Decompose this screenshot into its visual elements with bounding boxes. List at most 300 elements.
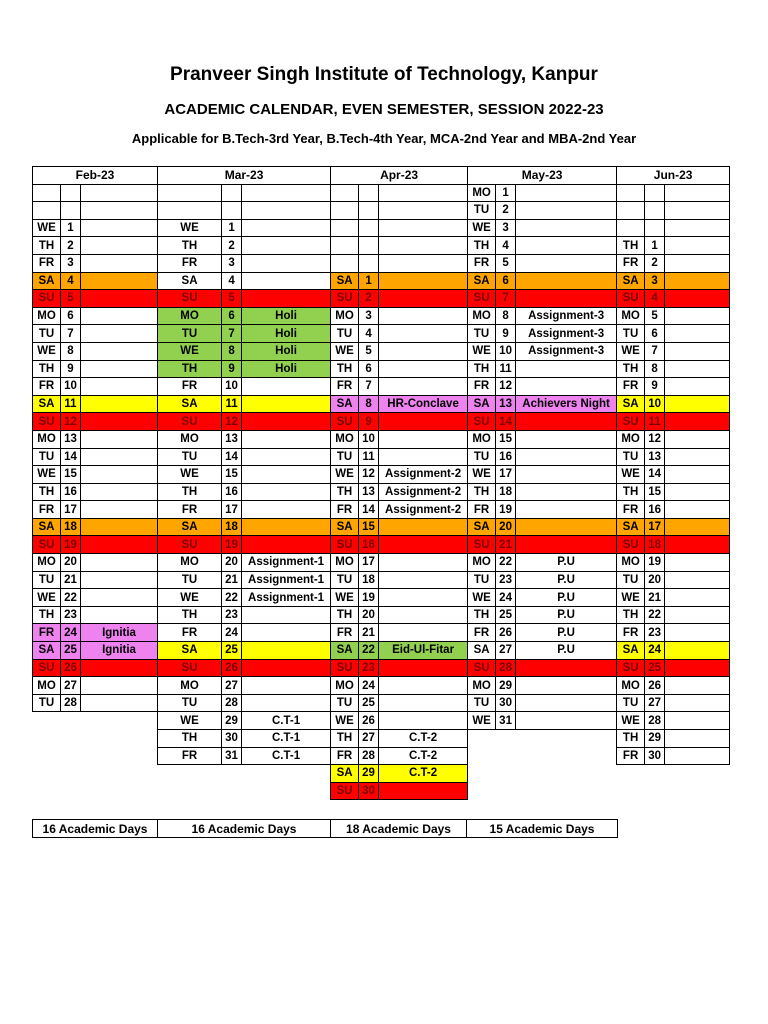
weekday-cell: MO xyxy=(331,430,359,448)
empty-day-cell xyxy=(665,219,730,237)
date-cell: 29 xyxy=(645,730,665,748)
empty-cell xyxy=(496,765,516,783)
month-header-feb: Feb-23 xyxy=(33,167,158,185)
weekday-cell: TH xyxy=(617,730,645,748)
weekday-cell: FR xyxy=(617,501,645,519)
event-cell xyxy=(516,219,617,237)
date-cell: 2 xyxy=(496,202,516,220)
date-cell: 21 xyxy=(222,571,242,589)
weekday-cell: MO xyxy=(468,430,496,448)
event-cell xyxy=(379,325,468,343)
date-cell: 2 xyxy=(359,290,379,308)
date-cell: 27 xyxy=(222,677,242,695)
event-cell: Assignment-1 xyxy=(242,589,331,607)
weekday-cell: WE xyxy=(331,342,359,360)
empty-day-cell xyxy=(359,184,379,202)
weekday-cell: TH xyxy=(468,360,496,378)
date-cell: 28 xyxy=(496,659,516,677)
date-cell: 20 xyxy=(61,554,81,572)
date-cell: 1 xyxy=(222,219,242,237)
event-cell: P.U xyxy=(516,624,617,642)
event-cell xyxy=(242,430,331,448)
event-cell: Holi xyxy=(242,307,331,325)
date-cell: 22 xyxy=(61,589,81,607)
weekday-cell: TH xyxy=(158,237,222,255)
weekday-cell: SA xyxy=(331,272,359,290)
date-cell: 4 xyxy=(359,325,379,343)
date-cell: 21 xyxy=(359,624,379,642)
empty-day-cell xyxy=(33,202,61,220)
empty-day-cell xyxy=(645,219,665,237)
event-cell xyxy=(665,659,730,677)
weekday-cell: TH xyxy=(617,237,645,255)
event-cell xyxy=(665,395,730,413)
event-cell: Achievers Night xyxy=(516,395,617,413)
weekday-cell: FR xyxy=(617,624,645,642)
weekday-cell: SU xyxy=(33,536,61,554)
empty-day-cell xyxy=(331,219,359,237)
event-cell: Assignment-1 xyxy=(242,571,331,589)
calendar-row xyxy=(33,184,730,202)
weekday-cell: MO xyxy=(158,554,222,572)
date-cell: 25 xyxy=(61,642,81,660)
weekday-cell: TH xyxy=(33,237,61,255)
calendar-row xyxy=(33,712,730,730)
weekday-cell: MO xyxy=(468,307,496,325)
date-cell: 5 xyxy=(222,290,242,308)
weekday-cell: WE xyxy=(468,589,496,607)
date-cell: 4 xyxy=(645,290,665,308)
weekday-cell: SU xyxy=(617,659,645,677)
weekday-cell: SU xyxy=(33,290,61,308)
event-cell xyxy=(665,677,730,695)
weekday-cell: FR xyxy=(158,624,222,642)
month-header-jun: Jun-23 xyxy=(617,167,730,185)
weekday-cell: SU xyxy=(468,413,496,431)
weekday-cell: MO xyxy=(33,430,61,448)
date-cell: 11 xyxy=(496,360,516,378)
event-cell xyxy=(81,536,158,554)
event-cell xyxy=(81,677,158,695)
month-header-apr: Apr-23 xyxy=(331,167,468,185)
event-cell xyxy=(81,694,158,712)
weekday-cell: FR xyxy=(468,378,496,396)
empty-day-cell xyxy=(81,202,158,220)
event-cell xyxy=(81,290,158,308)
event-cell xyxy=(379,448,468,466)
weekday-cell: MO xyxy=(617,307,645,325)
date-cell: 13 xyxy=(61,430,81,448)
date-cell: 29 xyxy=(222,712,242,730)
date-cell: 31 xyxy=(496,712,516,730)
event-cell xyxy=(81,448,158,466)
date-cell: 6 xyxy=(496,272,516,290)
event-cell xyxy=(242,606,331,624)
event-cell xyxy=(242,518,331,536)
event-cell xyxy=(665,642,730,660)
weekday-cell: TU xyxy=(331,571,359,589)
empty-day-cell xyxy=(665,184,730,202)
date-cell: 10 xyxy=(645,395,665,413)
weekday-cell: FR xyxy=(33,501,61,519)
event-cell xyxy=(379,694,468,712)
event-cell xyxy=(81,413,158,431)
event-cell xyxy=(242,501,331,519)
event-cell: Assignment-1 xyxy=(242,554,331,572)
date-cell: 31 xyxy=(222,747,242,765)
event-cell: Assignment-2 xyxy=(379,483,468,501)
event-cell xyxy=(516,518,617,536)
calendar-row xyxy=(33,642,730,660)
weekday-cell: MO xyxy=(617,430,645,448)
date-cell: 11 xyxy=(359,448,379,466)
weekday-cell: TU xyxy=(158,694,222,712)
weekday-cell: TH xyxy=(331,360,359,378)
weekday-cell: WE xyxy=(468,342,496,360)
calendar-row xyxy=(33,325,730,343)
event-cell xyxy=(379,360,468,378)
empty-cell xyxy=(468,782,496,800)
empty-day-cell xyxy=(331,202,359,220)
event-cell xyxy=(665,413,730,431)
weekday-cell: TU xyxy=(468,202,496,220)
event-cell xyxy=(242,624,331,642)
weekday-cell: WE xyxy=(33,342,61,360)
date-cell: 21 xyxy=(61,571,81,589)
date-cell: 7 xyxy=(359,378,379,396)
empty-day-cell xyxy=(359,237,379,255)
event-cell xyxy=(516,202,617,220)
weekday-cell: WE xyxy=(468,712,496,730)
date-cell: 6 xyxy=(222,307,242,325)
calendar-row xyxy=(33,219,730,237)
date-cell: 9 xyxy=(222,360,242,378)
weekday-cell: WE xyxy=(33,466,61,484)
event-cell xyxy=(665,254,730,272)
date-cell: 12 xyxy=(645,430,665,448)
event-cell xyxy=(665,712,730,730)
date-cell: 30 xyxy=(645,747,665,765)
date-cell: 30 xyxy=(359,782,379,800)
event-cell xyxy=(516,659,617,677)
empty-day-cell xyxy=(158,202,222,220)
event-cell xyxy=(379,430,468,448)
event-cell xyxy=(81,483,158,501)
event-cell xyxy=(665,430,730,448)
event-cell: Assignment-3 xyxy=(516,325,617,343)
weekday-cell: WE xyxy=(617,466,645,484)
date-cell: 2 xyxy=(61,237,81,255)
event-cell xyxy=(516,290,617,308)
date-cell: 11 xyxy=(645,413,665,431)
event-cell: Ignitia xyxy=(81,624,158,642)
date-cell: 16 xyxy=(222,483,242,501)
date-cell: 19 xyxy=(359,589,379,607)
date-cell: 4 xyxy=(61,272,81,290)
weekday-cell: MO xyxy=(33,307,61,325)
calendar-row xyxy=(33,730,730,748)
applicability-note: Applicable for B.Tech-3rd Year, B.Tech-4th Year, MCA-2nd Year and MBA-2nd Year xyxy=(131,131,637,146)
month-header-mar: Mar-23 xyxy=(158,167,331,185)
weekday-cell: MO xyxy=(158,430,222,448)
date-cell: 4 xyxy=(496,237,516,255)
weekday-cell: WE xyxy=(33,589,61,607)
empty-day-cell xyxy=(242,184,331,202)
event-cell xyxy=(516,272,617,290)
empty-day-cell xyxy=(158,184,222,202)
event-cell xyxy=(665,518,730,536)
event-cell: HR-Conclave xyxy=(379,395,468,413)
date-cell: 23 xyxy=(496,571,516,589)
event-cell xyxy=(81,360,158,378)
calendar-row xyxy=(33,518,730,536)
event-cell xyxy=(242,448,331,466)
event-cell xyxy=(81,659,158,677)
weekday-cell: SU xyxy=(33,659,61,677)
date-cell: 15 xyxy=(645,483,665,501)
date-cell: 20 xyxy=(645,571,665,589)
date-cell: 17 xyxy=(222,501,242,519)
empty-cell xyxy=(665,782,730,800)
empty-cell xyxy=(158,782,222,800)
weekday-cell: TU xyxy=(331,448,359,466)
date-cell: 8 xyxy=(61,342,81,360)
event-cell xyxy=(516,430,617,448)
weekday-cell: SA xyxy=(617,272,645,290)
date-cell: 13 xyxy=(496,395,516,413)
empty-day-cell xyxy=(665,202,730,220)
event-cell xyxy=(81,254,158,272)
date-cell: 15 xyxy=(61,466,81,484)
empty-cell xyxy=(617,782,645,800)
calendar-row xyxy=(33,606,730,624)
calendar-row xyxy=(33,272,730,290)
weekday-cell: WE xyxy=(158,219,222,237)
date-cell: 13 xyxy=(359,483,379,501)
weekday-cell: TH xyxy=(617,606,645,624)
empty-day-cell xyxy=(33,184,61,202)
date-cell: 1 xyxy=(496,184,516,202)
date-cell: 28 xyxy=(645,712,665,730)
empty-cell xyxy=(61,712,81,730)
month-header-may: May-23 xyxy=(468,167,617,185)
date-cell: 5 xyxy=(359,342,379,360)
empty-day-cell xyxy=(242,202,331,220)
event-cell xyxy=(665,747,730,765)
weekday-cell: SU xyxy=(331,290,359,308)
calendar-row xyxy=(33,360,730,378)
weekday-cell: TH xyxy=(331,606,359,624)
summary-apr: 18 Academic Days xyxy=(331,820,467,838)
event-cell: Ignitia xyxy=(81,642,158,660)
date-cell: 28 xyxy=(359,747,379,765)
date-cell: 13 xyxy=(222,430,242,448)
date-cell: 19 xyxy=(496,501,516,519)
event-cell: Holi xyxy=(242,342,331,360)
calendar-row xyxy=(33,466,730,484)
date-cell: 3 xyxy=(359,307,379,325)
date-cell: 6 xyxy=(359,360,379,378)
weekday-cell: SA xyxy=(617,642,645,660)
weekday-cell: SA xyxy=(468,395,496,413)
empty-cell xyxy=(468,747,496,765)
date-cell: 18 xyxy=(645,536,665,554)
weekday-cell: FR xyxy=(468,624,496,642)
weekday-cell: SU xyxy=(331,536,359,554)
empty-cell xyxy=(81,765,158,783)
calendar-row xyxy=(33,395,730,413)
event-cell xyxy=(665,325,730,343)
weekday-cell: SU xyxy=(468,290,496,308)
weekday-cell: FR xyxy=(158,378,222,396)
date-cell: 25 xyxy=(359,694,379,712)
event-cell xyxy=(242,677,331,695)
date-cell: 14 xyxy=(496,413,516,431)
date-cell: 5 xyxy=(496,254,516,272)
event-cell xyxy=(242,237,331,255)
weekday-cell: MO xyxy=(331,554,359,572)
calendar-row xyxy=(33,413,730,431)
date-cell: 25 xyxy=(496,606,516,624)
calendar-row xyxy=(33,624,730,642)
empty-day-cell xyxy=(379,184,468,202)
empty-day-cell xyxy=(331,237,359,255)
event-cell xyxy=(242,466,331,484)
weekday-cell: SA xyxy=(331,765,359,783)
date-cell: 25 xyxy=(222,642,242,660)
date-cell: 30 xyxy=(496,694,516,712)
event-cell xyxy=(81,518,158,536)
empty-cell xyxy=(33,765,61,783)
weekday-cell: WE xyxy=(33,219,61,237)
weekday-cell: FR xyxy=(33,254,61,272)
calendar-row xyxy=(33,659,730,677)
event-cell xyxy=(81,378,158,396)
event-cell: Holi xyxy=(242,325,331,343)
calendar-row xyxy=(33,202,730,220)
weekday-cell: TH xyxy=(33,483,61,501)
event-cell: P.U xyxy=(516,642,617,660)
calendar-row xyxy=(33,765,730,783)
event-cell xyxy=(81,554,158,572)
date-cell: 9 xyxy=(359,413,379,431)
date-cell: 16 xyxy=(61,483,81,501)
weekday-cell: TH xyxy=(158,606,222,624)
weekday-cell: FR xyxy=(468,254,496,272)
event-cell xyxy=(379,342,468,360)
empty-cell xyxy=(222,782,242,800)
empty-cell xyxy=(61,747,81,765)
date-cell: 1 xyxy=(359,272,379,290)
date-cell: 12 xyxy=(496,378,516,396)
date-cell: 26 xyxy=(359,712,379,730)
empty-cell xyxy=(33,730,61,748)
event-cell xyxy=(379,712,468,730)
weekday-cell: WE xyxy=(617,589,645,607)
date-cell: 15 xyxy=(222,466,242,484)
event-cell xyxy=(665,272,730,290)
date-cell: 14 xyxy=(359,501,379,519)
academic-days-summary xyxy=(32,819,618,838)
weekday-cell: SA xyxy=(33,518,61,536)
event-cell xyxy=(379,606,468,624)
weekday-cell: SA xyxy=(33,642,61,660)
date-cell: 1 xyxy=(61,219,81,237)
calendar-title: ACADEMIC CALENDAR, EVEN SEMESTER, SESSION 2022-23 xyxy=(164,101,604,118)
date-cell: 11 xyxy=(61,395,81,413)
weekday-cell: MO xyxy=(617,677,645,695)
date-cell: 22 xyxy=(645,606,665,624)
event-cell xyxy=(81,606,158,624)
date-cell: 21 xyxy=(496,536,516,554)
empty-cell xyxy=(81,747,158,765)
weekday-cell: WE xyxy=(617,712,645,730)
weekday-cell: TU xyxy=(617,448,645,466)
date-cell: 8 xyxy=(496,307,516,325)
weekday-cell: FR xyxy=(158,254,222,272)
event-cell xyxy=(665,501,730,519)
weekday-cell: TH xyxy=(617,360,645,378)
date-cell: 6 xyxy=(61,307,81,325)
date-cell: 17 xyxy=(359,554,379,572)
weekday-cell: TH xyxy=(158,360,222,378)
weekday-cell: FR xyxy=(331,624,359,642)
empty-day-cell xyxy=(61,184,81,202)
empty-day-cell xyxy=(61,202,81,220)
empty-cell xyxy=(158,765,222,783)
weekday-cell: WE xyxy=(468,219,496,237)
date-cell: 1 xyxy=(645,237,665,255)
date-cell: 17 xyxy=(61,501,81,519)
event-cell xyxy=(81,307,158,325)
weekday-cell: TH xyxy=(468,606,496,624)
empty-cell xyxy=(222,765,242,783)
weekday-cell: WE xyxy=(331,589,359,607)
date-cell: 7 xyxy=(222,325,242,343)
date-cell: 19 xyxy=(645,554,665,572)
empty-day-cell xyxy=(645,202,665,220)
calendar-row xyxy=(33,342,730,360)
weekday-cell: SA xyxy=(33,395,61,413)
event-cell xyxy=(665,606,730,624)
date-cell: 26 xyxy=(61,659,81,677)
date-cell: 12 xyxy=(359,466,379,484)
date-cell: 24 xyxy=(61,624,81,642)
event-cell xyxy=(242,483,331,501)
event-cell xyxy=(516,536,617,554)
date-cell: 5 xyxy=(61,290,81,308)
event-cell xyxy=(516,501,617,519)
date-cell: 13 xyxy=(645,448,665,466)
weekday-cell: TH xyxy=(158,483,222,501)
weekday-cell: TH xyxy=(617,483,645,501)
weekday-cell: MO xyxy=(468,677,496,695)
empty-cell xyxy=(81,782,158,800)
date-cell: 8 xyxy=(222,342,242,360)
weekday-cell: FR xyxy=(331,378,359,396)
event-cell xyxy=(665,237,730,255)
weekday-cell: MO xyxy=(331,307,359,325)
event-cell xyxy=(665,589,730,607)
weekday-cell: FR xyxy=(617,747,645,765)
date-cell: 12 xyxy=(222,413,242,431)
weekday-cell: SU xyxy=(331,659,359,677)
weekday-cell: SU xyxy=(33,413,61,431)
academic-calendar-table xyxy=(32,166,730,800)
date-cell: 22 xyxy=(359,642,379,660)
weekday-cell: TU xyxy=(158,571,222,589)
weekday-cell: SU xyxy=(617,413,645,431)
